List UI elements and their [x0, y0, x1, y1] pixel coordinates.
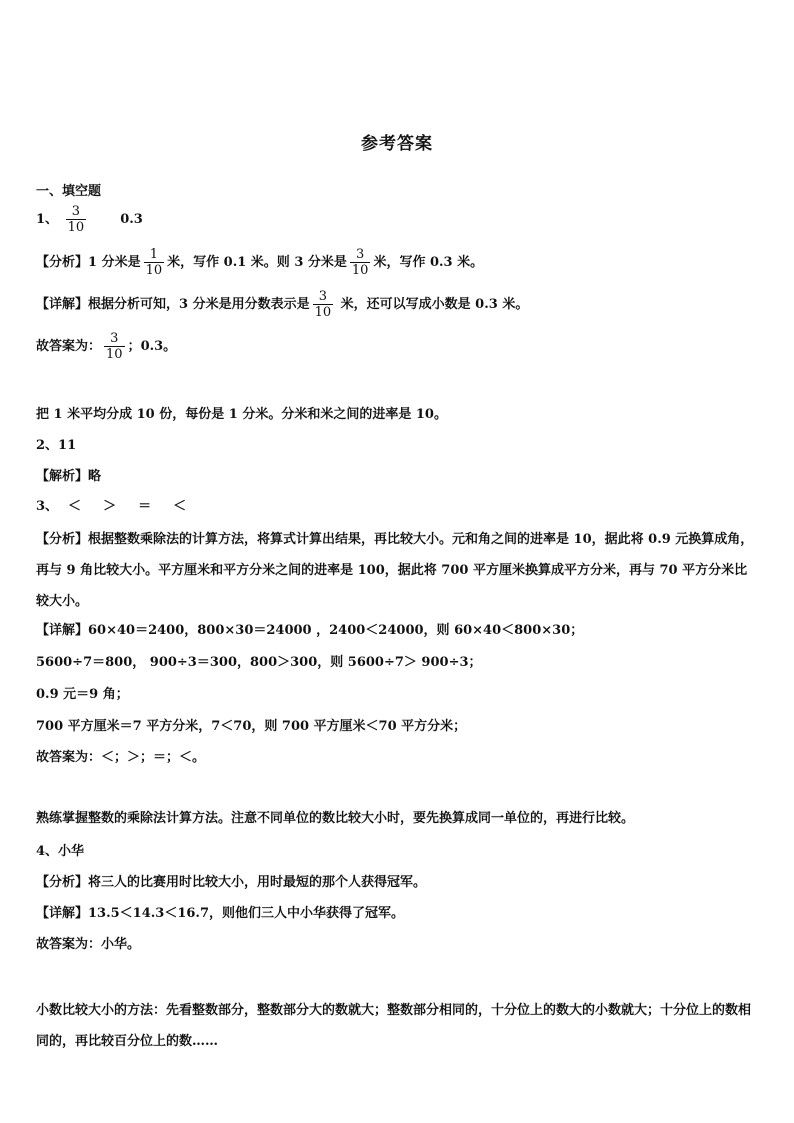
q1-answer-decimal: 0.3 — [120, 212, 143, 227]
fraction-denominator: 10 — [145, 263, 163, 278]
q3-symbol-4: ＜ — [173, 499, 187, 514]
q3-detail-1: 【详解】60×40＝2400，800×30＝24000 ，2400＜24000，则 60×40＜800×30； — [36, 623, 584, 638]
answer-text: ；0.3。 — [127, 339, 177, 354]
fraction-numerator: 3 — [356, 247, 365, 262]
q1-answer-line — [36, 204, 143, 235]
fraction-numerator: 3 — [110, 331, 119, 346]
fraction-numerator: 3 — [71, 204, 80, 219]
fraction-numerator: 1 — [149, 247, 158, 262]
q1-number: 1、 — [36, 212, 59, 227]
answer-label: 故答案为： — [36, 339, 102, 354]
q1-fraction — [66, 204, 87, 235]
q1-detail — [36, 289, 528, 320]
detail-fraction — [313, 289, 334, 320]
q3-final-answer: 故答案为：＜；＞；＝；＜。 — [36, 750, 206, 765]
fraction-denominator: 10 — [314, 305, 332, 320]
q2-answer-line: 2、11 — [36, 438, 77, 453]
fraction-denominator: 10 — [351, 263, 369, 278]
q3-detail-3: 0.9 元＝9 角； — [36, 687, 129, 702]
q3-detail-4: 700 平方厘米＝7 平方分米，7＜70，则 700 平方厘米＜70 平方分米； — [36, 719, 467, 734]
q3-note: 熟练掌握整数的乘除法计算方法。注意不同单位的数比较大小时，要先换算成同一单位的，再进行比较。 — [36, 811, 635, 826]
q3-number: 3、 — [36, 499, 59, 514]
detail-text: 米，还可以写成小数是 0.3 米。 — [336, 297, 529, 312]
q4-analysis: 【分析】将三人的比赛用时比较大小，用时最短的那个人获得冠军。 — [36, 875, 427, 890]
q4-answer-line: 4、小华 — [36, 844, 85, 859]
q3-symbol-3: ＝ — [138, 499, 152, 514]
analysis-fraction — [144, 247, 165, 278]
analysis-text: 米，写作 0.1 米。则 3 分米是 — [167, 255, 347, 270]
q3-symbol-2: ＞ — [103, 499, 117, 514]
analysis-fraction-2 — [350, 247, 371, 278]
fraction-numerator: 3 — [318, 289, 327, 304]
q1-note: 把 1 米平均分成 10 份，每份是 1 分米。分米和米之间的进率是 10。 — [36, 407, 447, 422]
detail-text: 【详解】根据分析可知，3 分米是用分数表示是 — [36, 297, 310, 312]
fraction-denominator: 10 — [67, 220, 85, 235]
q2-analysis: 【解析】略 — [36, 469, 102, 484]
q1-analysis — [36, 247, 483, 278]
analysis-text: 【分析】1 分米是 — [36, 255, 141, 270]
q1-final-answer — [36, 331, 176, 362]
q3-answer-line — [36, 498, 186, 516]
page-title: 参考答案 — [361, 134, 433, 154]
q4-final-answer: 故答案为：小华。 — [36, 937, 141, 952]
q4-detail: 【详解】13.5＜14.3＜16.7，则他们三人中小华获得了冠军。 — [36, 906, 404, 921]
q3-analysis: 【分析】根据整数乘除法的计算方法，将算式计算出结果，再比较大小。元和角之间的进率是 10，据此将 0.9 元换算成角，再与 9 角比较大小。平方厘米和平方分米之间的进率是 100，据此将 700 平方厘米换算成平方分米，再与 70 平方分米比较大小。 — [36, 532, 754, 609]
answer-fraction — [104, 331, 125, 362]
q4-note: 小数比较大小的方法：先看整数部分，整数部分大的数就大；整数部分相同的，十分位上的数大的小数就大；十分位上的数相同的，再比较百分位上的数…… — [36, 1003, 752, 1049]
fraction-denominator: 10 — [106, 347, 123, 362]
analysis-text: 米，写作 0.3 米。 — [373, 255, 484, 270]
section-heading: 一、填空题 — [36, 184, 102, 199]
q3-symbol-1: ＜ — [68, 499, 82, 514]
q3-detail-2: 5600÷7＝800， 900÷3＝300，800＞300，则 5600÷7＞ 900÷3； — [36, 655, 482, 670]
